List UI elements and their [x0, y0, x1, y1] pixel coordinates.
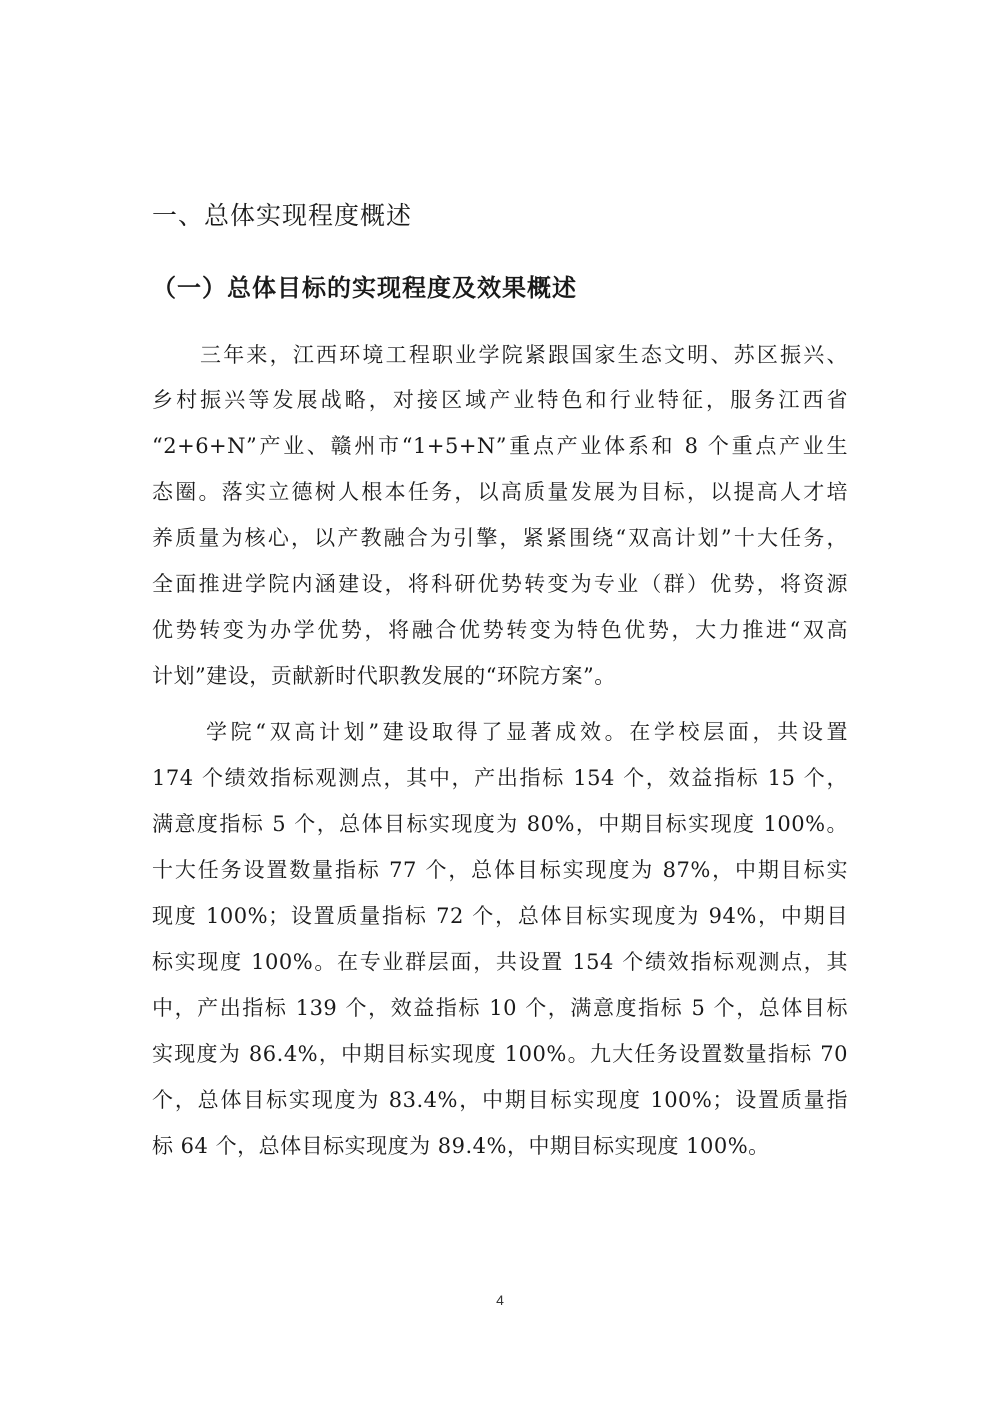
subsection-heading: （一）总体目标的实现程度及效果概述 — [152, 274, 577, 302]
paragraph-line: 养质量为核心，以产教融合为引擎，紧紧围绕“双高计划”十大任务， — [152, 526, 848, 550]
paragraph-line: 三年来，江西环境工程职业学院紧跟国家生态文明、苏区振兴、 — [200, 343, 848, 367]
paragraph-line: 实现度为 86.4%，中期目标实现度 100%。九大任务设置数量指标 70 — [152, 1042, 848, 1066]
page-number: 4 — [496, 1292, 504, 1308]
paragraph-line: 标 64 个，总体目标实现度为 89.4%，中期目标实现度 100%。 — [152, 1134, 770, 1158]
paragraph-line: 优势转变为办学优势，将融合优势转变为特色优势，大力推进“双高 — [152, 618, 848, 642]
paragraph-line: “2+6+N”产业、赣州市“1+5+N”重点产业体系和 8 个重点产业生 — [152, 434, 848, 458]
paragraph-line: 十大任务设置数量指标 77 个，总体目标实现度为 87%，中期目标实 — [152, 858, 848, 882]
paragraph-line: 满意度指标 5 个，总体目标实现度为 80%，中期目标实现度 100%。 — [152, 812, 848, 836]
section-heading: 一、总体实现程度概述 — [152, 201, 413, 230]
paragraph-line: 个，总体目标实现度为 83.4%，中期目标实现度 100%；设置质量指 — [152, 1088, 848, 1112]
paragraph-line: 全面推进学院内涵建设，将科研优势转变为专业（群）优势，将资源 — [152, 572, 848, 596]
paragraph-line: 乡村振兴等发展战略，对接区域产业特色和行业特征，服务江西省 — [152, 388, 848, 412]
paragraph-line: 中，产出指标 139 个，效益指标 10 个，满意度指标 5 个，总体目标 — [152, 996, 848, 1020]
paragraph-line: 标实现度 100%。在专业群层面，共设置 154 个绩效指标观测点，其 — [152, 950, 848, 974]
paragraph-line: 现度 100%；设置质量指标 72 个，总体目标实现度为 94%，中期目 — [152, 904, 848, 928]
paragraph-line: 学院“双高计划”建设取得了显著成效。在学校层面，共设置 — [206, 720, 848, 744]
paragraph-line: 174 个绩效指标观测点，其中，产出指标 154 个，效益指标 15 个， — [152, 766, 848, 790]
paragraph-line: 计划”建设，贡献新时代职教发展的“环院方案”。 — [152, 664, 616, 688]
paragraph-line: 态圈。落实立德树人根本任务，以高质量发展为目标，以提高人才培 — [152, 480, 848, 504]
